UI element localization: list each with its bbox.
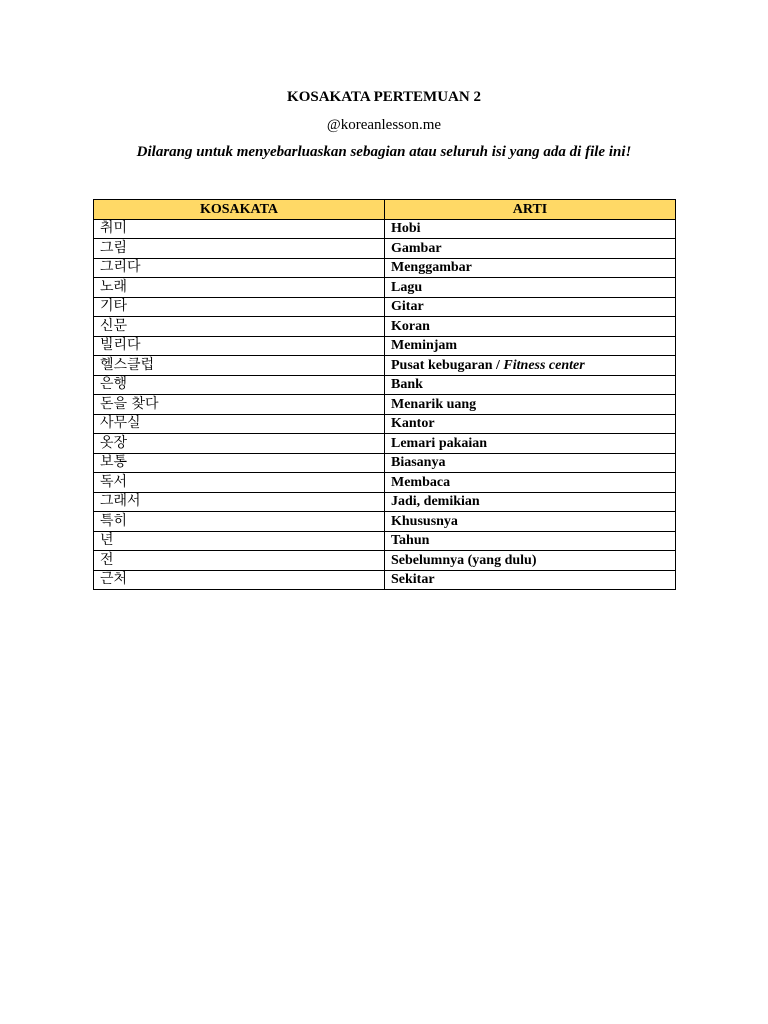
- arti-cell: Menarik uang: [385, 395, 676, 415]
- kosakata-cell: 그래서: [94, 492, 385, 512]
- arti-text: Pusat kebugaran /: [391, 357, 504, 373]
- column-header-arti: ARTI: [385, 200, 676, 220]
- arti-cell: Lemari pakaian: [385, 434, 676, 454]
- table-row: [94, 512, 676, 532]
- arti-cell: [385, 356, 676, 376]
- kosakata-cell: 은행: [94, 375, 385, 395]
- table-header-row: [94, 200, 676, 220]
- arti-cell: Gitar: [385, 297, 676, 317]
- table-row: [94, 473, 676, 493]
- table-row: [94, 317, 676, 337]
- kosakata-cell: 헬스클럽: [94, 356, 385, 376]
- document-title: KOSAKATA PERTEMUAN 2: [287, 89, 481, 105]
- table-row: [94, 453, 676, 473]
- kosakata-cell: 보통: [94, 453, 385, 473]
- kosakata-cell: 년: [94, 531, 385, 551]
- table-row: [94, 414, 676, 434]
- kosakata-cell: 기타: [94, 297, 385, 317]
- arti-cell: Gambar: [385, 239, 676, 259]
- kosakata-cell: 옷장: [94, 434, 385, 454]
- arti-cell: Hobi: [385, 219, 676, 239]
- table-row: [94, 336, 676, 356]
- kosakata-cell: 독서: [94, 473, 385, 493]
- arti-cell: Jadi, demikian: [385, 492, 676, 512]
- arti-cell: Sebelumnya (yang dulu): [385, 551, 676, 571]
- kosakata-cell: 특히: [94, 512, 385, 532]
- table-row: [94, 278, 676, 298]
- arti-cell: Meminjam: [385, 336, 676, 356]
- arti-cell: Khususnya: [385, 512, 676, 532]
- table-row: [94, 375, 676, 395]
- kosakata-cell: 신문: [94, 317, 385, 337]
- kosakata-cell: 전: [94, 551, 385, 571]
- author-handle: @koreanlesson.me: [326, 117, 442, 133]
- arti-cell: Membaca: [385, 473, 676, 493]
- table-row: [94, 356, 676, 376]
- arti-italic-text: Fitness center: [503, 357, 585, 373]
- kosakata-cell: 사무실: [94, 414, 385, 434]
- kosakata-cell: 빌리다: [94, 336, 385, 356]
- arti-cell: Biasanya: [385, 453, 676, 473]
- table-row: [94, 570, 676, 590]
- arti-cell: Koran: [385, 317, 676, 337]
- arti-cell: Lagu: [385, 278, 676, 298]
- table-row: [94, 297, 676, 317]
- copyright-warning: Dilarang untuk menyebarluaskan sebagian atau seluruh isi yang ada di file ini!: [136, 144, 632, 160]
- table-row: [94, 258, 676, 278]
- arti-cell: Menggambar: [385, 258, 676, 278]
- kosakata-cell: 돈을 찾다: [94, 395, 385, 415]
- kosakata-cell: 취미: [94, 219, 385, 239]
- arti-cell: Tahun: [385, 531, 676, 551]
- kosakata-cell: 그림: [94, 239, 385, 259]
- arti-cell: Sekitar: [385, 570, 676, 590]
- table-row: [94, 531, 676, 551]
- table-row: [94, 492, 676, 512]
- kosakata-cell: 그리다: [94, 258, 385, 278]
- column-header-kosakata: KOSAKATA: [94, 200, 385, 220]
- kosakata-cell: 근처: [94, 570, 385, 590]
- table-row: [94, 395, 676, 415]
- table-row: [94, 239, 676, 259]
- kosakata-cell: 노래: [94, 278, 385, 298]
- arti-cell: Kantor: [385, 414, 676, 434]
- vocabulary-table: [93, 199, 676, 590]
- arti-cell: Bank: [385, 375, 676, 395]
- table-row: [94, 434, 676, 454]
- table-row: [94, 219, 676, 239]
- table-row: [94, 551, 676, 571]
